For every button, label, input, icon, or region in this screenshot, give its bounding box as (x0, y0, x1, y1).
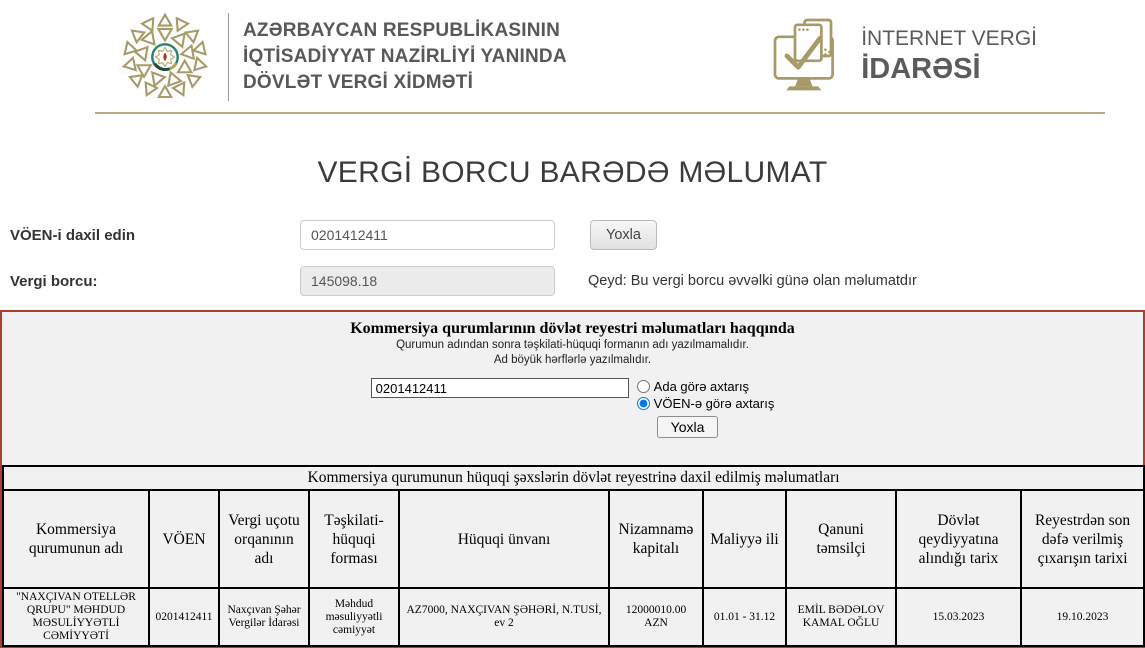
portal-line-1: İNTERNET VERGİ (861, 26, 1037, 50)
monitor-checkmark-icon (767, 10, 847, 102)
col-header-legal-representative: Qanuni təmsilçi (786, 490, 896, 588)
search-mode-radios (637, 378, 775, 412)
commercial-registry-panel (0, 310, 1145, 648)
registry-search-form (371, 378, 775, 438)
tax-debt-form (0, 220, 1145, 296)
voen-label: VÖEN-i daxil edin (10, 226, 136, 244)
internet-tax-office-logo (767, 10, 1037, 102)
col-header-fiscal-year: Maliyyə ili (703, 490, 786, 588)
ministry-line-3: DÖVLƏT VERGİ XİDMƏTİ (243, 72, 474, 93)
portal-line-2: İDARƏSİ (861, 52, 981, 85)
col-header-charter-capital: Nizamnamə kapitalı (609, 490, 703, 588)
table-caption-row (3, 466, 1144, 490)
page-header (0, 10, 1145, 104)
table-header-row (3, 490, 1144, 588)
cell-registration-date: 15.03.2023 (896, 588, 1021, 646)
radio-name-search-option[interactable] (637, 378, 775, 395)
ministry-title (243, 18, 567, 96)
registry-hint-2: Ad böyük hərflərlə yazılmalıdır. (493, 354, 652, 366)
registry-table (2, 465, 1145, 647)
registry-search-button[interactable]: Yoxla (657, 416, 719, 438)
check-button[interactable]: Yoxla (590, 220, 657, 250)
col-header-legal-form: Təşkilati-hüquqi forması (309, 490, 399, 588)
debt-value-field (300, 266, 555, 296)
col-header-tax-authority: Vergi uçotu orqanının adı (219, 490, 309, 588)
debt-label: Vergi borcu: (10, 272, 98, 290)
col-header-registration-date: Dövlət qeydiyyatına alındığı tarix (896, 490, 1021, 588)
cell-voen: 0201412411 (149, 588, 219, 646)
page-title: VERGİ BORCU BARƏDƏ MƏLUMAT (317, 156, 828, 189)
cell-legal-address: AZ7000, NAXÇIVAN ŞƏHƏRİ, N.TUSİ, ev 2 (399, 588, 609, 646)
cell-legal-form: Məhdud məsuliyyətli cəmiyyət (309, 588, 399, 646)
logo-divider (228, 13, 229, 101)
radio-voen-search[interactable] (637, 397, 650, 410)
col-header-company-name: Kommersiya qurumunun adı (3, 490, 149, 588)
cell-charter-capital: 12000010.00 AZN (609, 588, 703, 646)
portal-title (861, 27, 1037, 86)
voen-input[interactable] (300, 220, 555, 250)
cell-legal-representative: EMİL BƏDƏLOV KAMAL OĞLU (786, 588, 896, 646)
debt-note: Qeyd: Bu vergi borcu əvvəlki günə olan məlumatdır (588, 273, 917, 289)
col-header-voen: VÖEN (149, 490, 219, 588)
cell-fiscal-year: 01.01 - 31.12 (703, 588, 786, 646)
col-header-last-extract-date: Reyestrdən son dəfə verilmiş çıxarışın tarixi (1021, 490, 1144, 588)
ministry-line-1: AZƏRBAYCAN RESPUBLİKASININ (243, 20, 561, 41)
col-header-legal-address: Hüquqi ünvanı (399, 490, 609, 588)
radio-name-search-label: Ada görə axtarış (653, 379, 750, 394)
ministry-line-2: İQTİSADİYYAT NAZİRLİYİ YANINDA (243, 46, 567, 67)
header-rule (95, 112, 1105, 114)
registry-search-input[interactable] (371, 378, 629, 398)
cell-last-extract-date: 19.10.2023 (1021, 588, 1144, 646)
radio-name-search[interactable] (637, 380, 650, 393)
voen-row (0, 220, 1145, 250)
registry-title: Kommersiya qurumlarının dövlət reyestri məlumatları haqqında (350, 320, 795, 337)
state-tax-service-logo (118, 10, 567, 104)
table-row (3, 588, 1144, 646)
registry-hint-1: Qurumun adından sonra təşkilati-hüquqi formanın adı yazılmamalıdır. (396, 339, 749, 351)
cell-company-name: "NAXÇIVAN OTELLƏR QRUPU" MƏHDUD MƏSULİYYƏTLİ CƏMİYYƏTİ (3, 588, 149, 646)
radio-voen-search-option[interactable] (637, 395, 775, 412)
radio-voen-search-label: VÖEN-ə görə axtarış (653, 396, 775, 411)
cell-tax-authority: Naxçıvan Şəhər Vergilər İdarəsi (219, 588, 309, 646)
debt-row (0, 266, 1145, 296)
tax-service-emblem-icon (118, 10, 212, 104)
table-caption: Kommersiya qurumunun hüquqi şəxslərin dövlət reyestrinə daxil edilmiş məlumatları (3, 466, 1144, 490)
